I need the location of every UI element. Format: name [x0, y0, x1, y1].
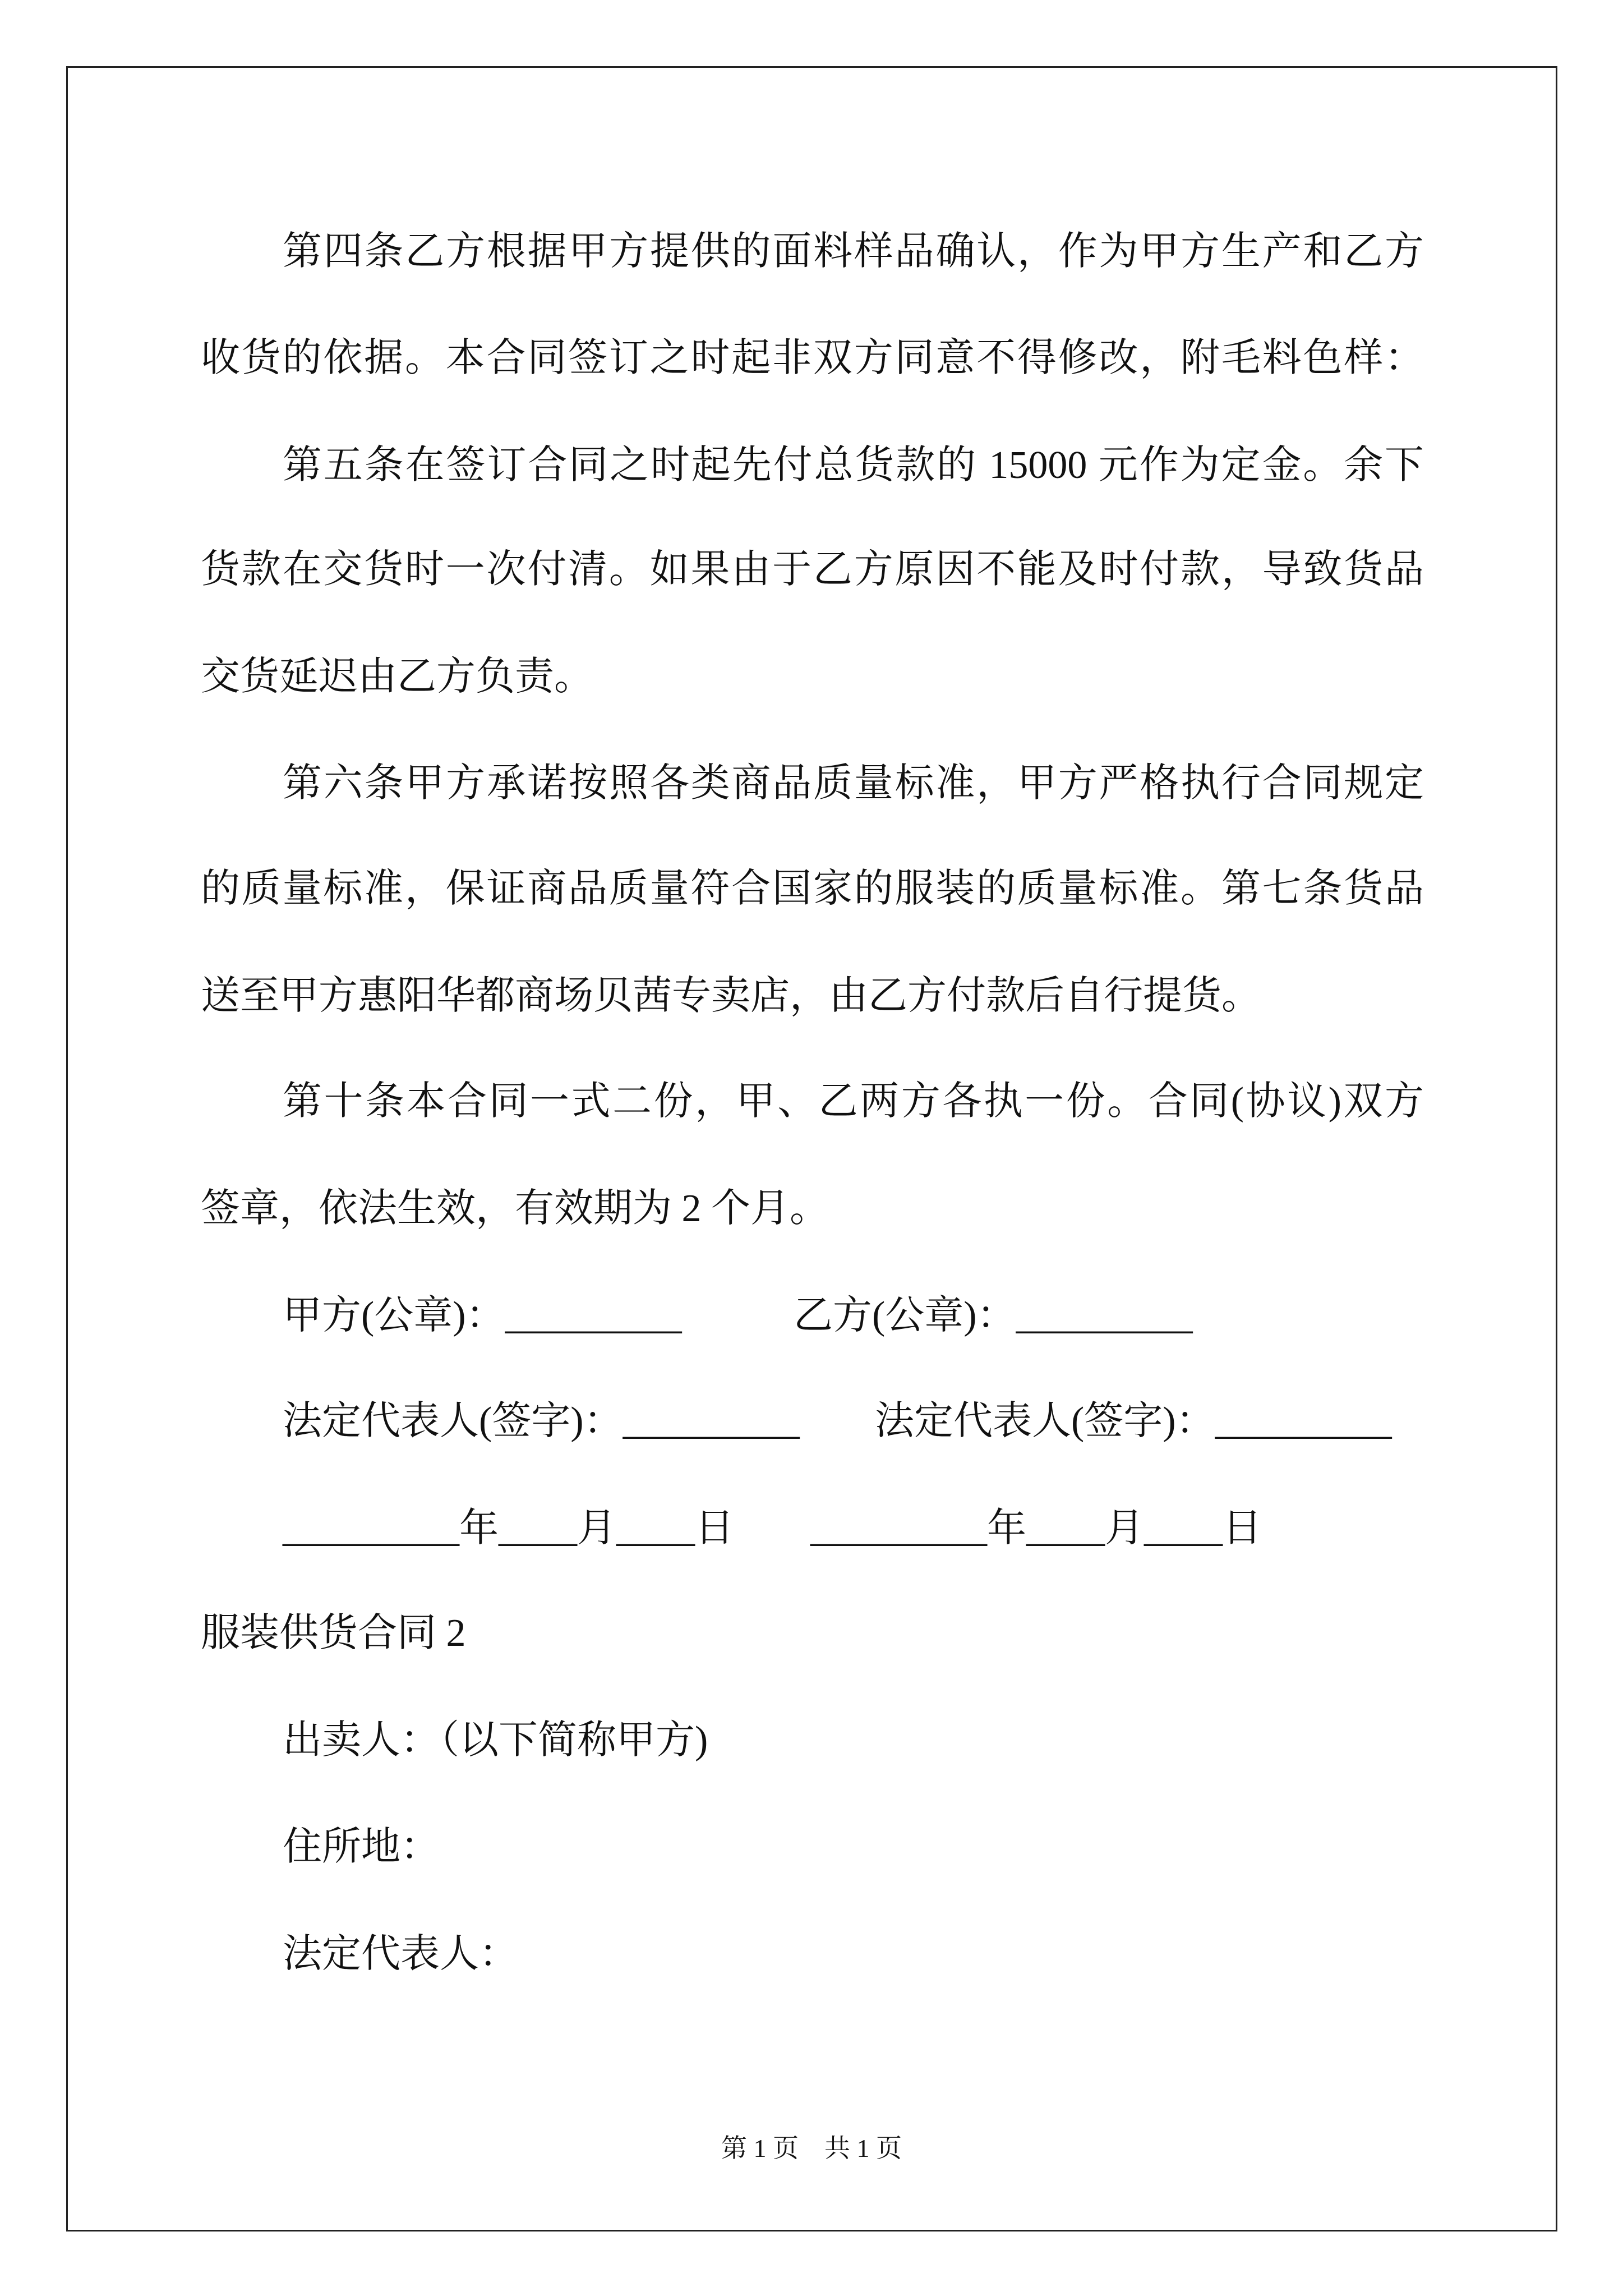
article-6-line-3: 送至甲方惠阳华都商场贝茜专卖店，由乙方付款后自行提货。 — [201, 974, 1261, 1018]
legal-representative-line: 法定代表人： — [283, 1932, 518, 1976]
page-border — [66, 66, 1557, 2231]
article-5-line-2: 货款在交货时一次付清。如果由于乙方原因不能及时付款，导致货品 — [201, 548, 1424, 591]
article-6-line-1: 第六条甲方承诺按照各类商品质量标准，甲方严格执行合同规定 — [283, 762, 1424, 805]
article-10-line-1: 第十条本合同一式二份，甲、乙两方各执一份。合同(协议)双方 — [283, 1080, 1424, 1123]
article-4-line-2: 收货的依据。本合同签订之时起非双方同意不得修改，附毛料色样： — [201, 337, 1424, 380]
party-a-representative: 法定代表人(签字)：_________ — [283, 1400, 800, 1443]
article-10-line-2: 签章，依法生效，有效期为 2 个月。 — [201, 1187, 829, 1230]
party-b-date: _________年____月____日 — [810, 1507, 1262, 1550]
page-number-footer: 第 1 页 共 1 页 — [721, 2134, 902, 2162]
party-b-representative: 法定代表人(签字)：_________ — [875, 1400, 1392, 1443]
contract-2-title: 服装供货合同 2 — [201, 1612, 466, 1655]
article-4-line-1: 第四条乙方根据甲方提供的面料样品确认，作为甲方生产和乙方 — [283, 230, 1424, 273]
party-a-seal: 甲方(公章)：_________ — [283, 1294, 682, 1337]
article-6-line-2: 的质量标准，保证商品质量符合国家的服装的质量标准。第七条货品 — [201, 867, 1424, 910]
party-a-date: _________年____月____日 — [283, 1507, 734, 1550]
address-line: 住所地： — [283, 1825, 440, 1869]
seller-line: 出卖人：（以下简称甲方) — [283, 1719, 708, 1762]
article-5-line-1: 第五条在签订合同之时起先付总货款的 15000 元作为定金。余下 — [283, 444, 1424, 487]
party-b-seal: 乙方(公章)：_________ — [794, 1294, 1193, 1337]
article-5-line-3: 交货延迟由乙方负责。 — [201, 655, 593, 698]
